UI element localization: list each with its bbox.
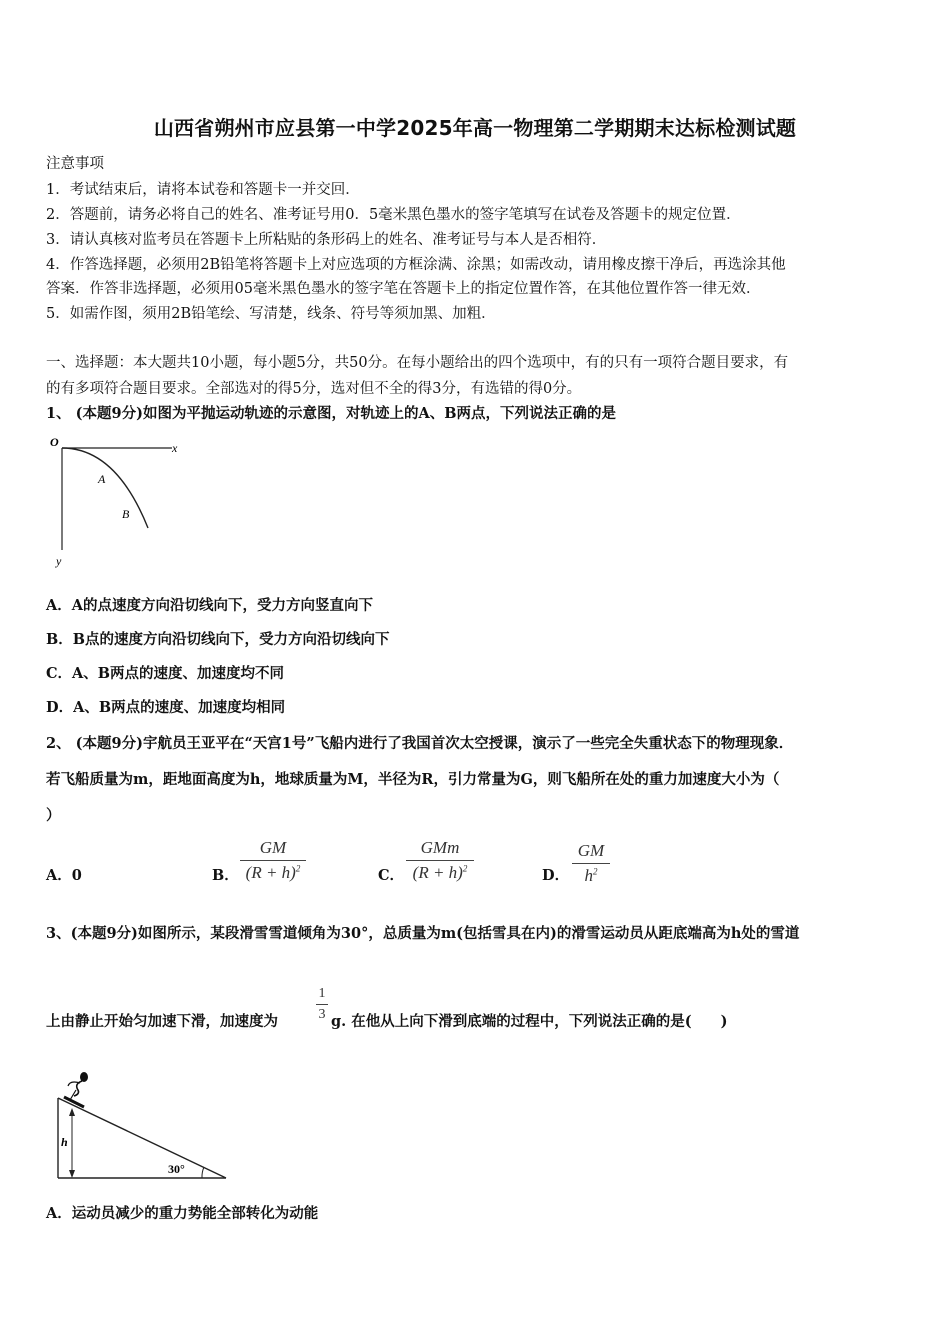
- height-label: h: [61, 1135, 68, 1149]
- q3-ski-slope-figure: [44, 1060, 234, 1186]
- q2-option-c-label: C．: [378, 867, 405, 884]
- point-b-label: B: [122, 507, 130, 521]
- fraction-denominator: 3: [318, 1007, 326, 1022]
- q3-acceleration-fraction: [316, 986, 328, 1023]
- y-label: y: [56, 554, 62, 568]
- q2-option-a-value: 0: [71, 867, 82, 884]
- fraction-bar: [240, 860, 306, 861]
- notice-item: 5．如需作图，须用2B铅笔绘、写清楚，线条、符号等须加黑、加粗．: [46, 306, 496, 322]
- arrow-head-down: [69, 1170, 75, 1178]
- section-intro-line2: 的有多项符合题目要求。全部选对的得5分，选对但不全的得3分，有选错的得0分。: [46, 381, 582, 397]
- origin-label: O: [50, 435, 59, 449]
- notice-heading: 注意事项: [46, 156, 104, 172]
- fraction-numerator: GMm: [420, 838, 460, 857]
- arrow-head-up: [69, 1108, 75, 1116]
- q1-option-b: B．B点的速度方向沿切线向下，受力方向沿切线向下: [46, 631, 390, 648]
- notice-item: 1．考试结束后，请将本试卷和答题卡一并交回．: [46, 182, 360, 198]
- slope-incline: [58, 1098, 226, 1178]
- notice-item: 4．作答选择题，必须用2B铅笔将答题卡上对应选项的方框涂满、涂黑；如需改动，请用橡皮擦干净后，再选涂其他: [46, 257, 786, 273]
- fraction-numerator: 1: [318, 986, 326, 1001]
- trajectory-curve: [62, 448, 148, 528]
- q2-option-c-fraction: [406, 838, 474, 883]
- q2-option-b-label: B．: [212, 867, 239, 884]
- q2-option-a: [46, 864, 82, 885]
- notice-item: 2．答题前，请务必将自己的姓名、准考证号用0．5毫米黑色墨水的签字笔填写在试卷及答题卡的规定位置．: [46, 207, 741, 223]
- notice-item: 答案．作答非选择题，必须用05毫米黑色墨水的签字笔在答题卡上的指定位置作答，在其他位置作答一律无效．: [46, 281, 761, 297]
- q1-option-a: A．A的点速度方向沿切线向下，受力方向竖直向下: [46, 597, 373, 614]
- q1-stem: 1、 (本题9分)如图为平抛运动轨迹的示意图，对轨迹上的A、B两点，下列说法正确的是: [46, 405, 616, 422]
- fraction-bar: [406, 860, 474, 861]
- fraction-denominator: $h^2$: [584, 866, 598, 885]
- fraction-bar: [316, 1004, 328, 1005]
- q3-option-a: A．运动员减少的重力势能全部转化为动能: [46, 1205, 319, 1222]
- q2-option-d-label: D．: [542, 867, 570, 884]
- q2-stem-line2: 若飞船质量为m，距地面高度为h，地球质量为M，半径为R，引力常量为G，则飞船所在处的重力加速度大小为（: [46, 771, 780, 788]
- angle-label: 30°: [168, 1162, 185, 1176]
- q3-stem-line1: 3、(本题9分)如图所示，某段滑雪雪道倾角为30°，总质量为m(包括雪具在内)的滑雪运动员从距底端高为h处的雪道: [46, 925, 800, 942]
- q2-option-a-label: A．: [46, 867, 72, 884]
- fraction-denominator: $(R + h)^2$: [245, 863, 301, 882]
- angle-arc: [202, 1167, 204, 1178]
- q2-option-d-fraction: [572, 841, 610, 886]
- q1-projectile-figure: [44, 432, 194, 572]
- q2-stem-line1: 2、 (本题9分)宇航员王亚平在“天宫1号”飞船内进行了我国首次太空授课，演示了一些完全失重状态下的物理现象．: [46, 735, 794, 752]
- q1-option-c: C．A、B两点的速度、加速度均不同: [46, 665, 285, 682]
- skier-icon: [64, 1072, 88, 1107]
- section-intro-line1: 一、选择题：本大题共10小题，每小题5分，共50分。在每小题给出的四个选项中，有的只有一项符合题目要求，有: [46, 355, 789, 371]
- q3-stem-line2-pre: 上由静止开始匀加速下滑，加速度为: [46, 1013, 278, 1030]
- q2-stem-line3: ）: [46, 807, 61, 824]
- q1-option-d: D．A、B两点的速度、加速度均相同: [46, 699, 286, 716]
- fraction-denominator: $(R + h)^2$: [412, 863, 468, 882]
- q2-option-b-fraction: [240, 838, 306, 883]
- page-title: 山西省朔州市应县第一中学2025年高一物理第二学期期末达标检测试题: [153, 116, 797, 140]
- fraction-numerator: GM: [259, 838, 287, 857]
- fraction-numerator: GM: [577, 841, 605, 860]
- fraction-bar: [572, 863, 610, 864]
- point-a-label: A: [98, 472, 106, 486]
- notice-item: 3．请认真核对监考员在答题卡上所粘贴的条形码上的姓名、准考证号与本人是否相符．: [46, 232, 607, 248]
- q3-stem-line2-post: g. 在他从上向下滑到底端的过程中，下列说法正确的是( ): [331, 1013, 728, 1030]
- x-label: x: [172, 441, 178, 455]
